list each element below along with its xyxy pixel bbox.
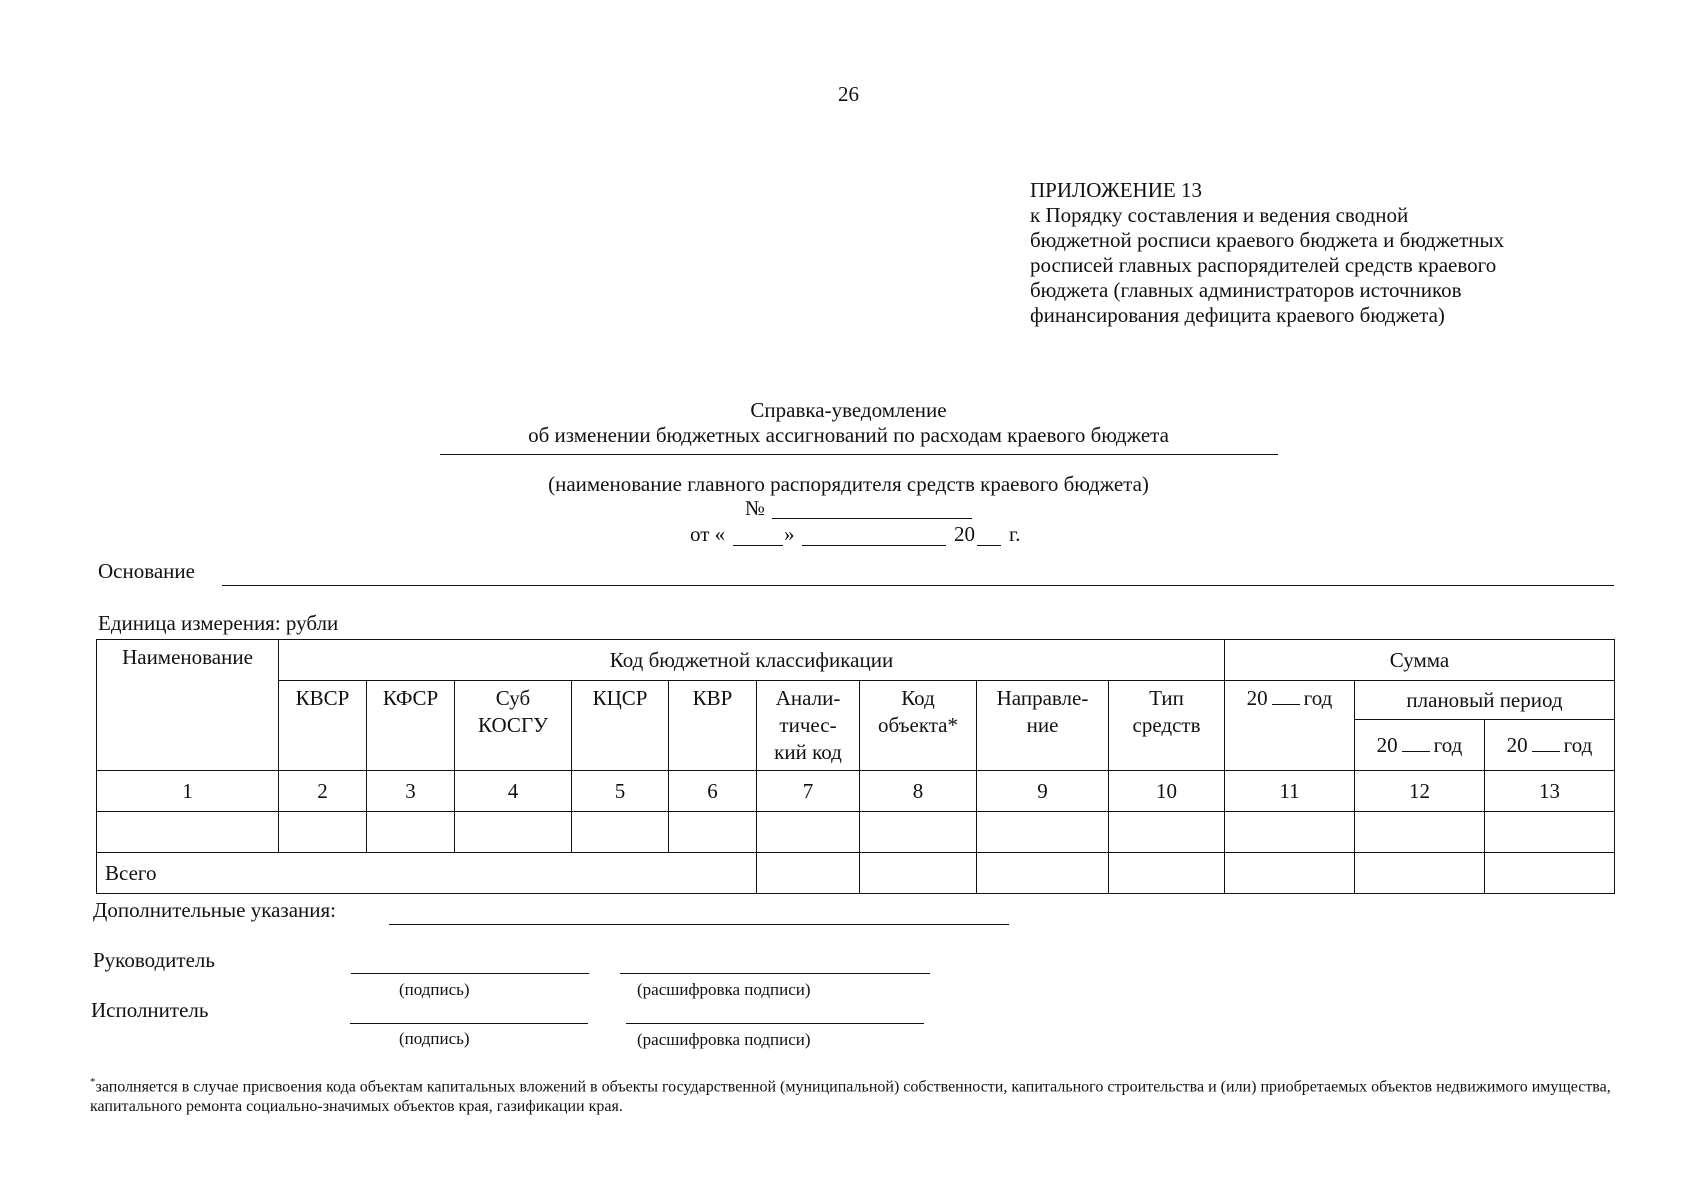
col-direction-label-1: Направле- (996, 686, 1089, 710)
appendix-line: росписей главных распорядителей средств краевого (1030, 253, 1497, 277)
empty-cell[interactable] (1225, 812, 1355, 853)
year-suffix: год (1303, 686, 1333, 710)
column-number: 8 (860, 771, 977, 812)
col-object-label-2: объекта* (877, 713, 959, 737)
header-code: Код бюджетной классификации (609, 647, 894, 672)
column-number-row (97, 771, 1615, 812)
col-direction-label-2: ние (1026, 713, 1059, 737)
year-prefix: 20 (1506, 732, 1528, 757)
col-kcsr-label: КЦСР (592, 686, 648, 710)
date-year-field[interactable] (977, 523, 1001, 546)
basis-field[interactable] (222, 563, 1614, 586)
column-number: 10 (1109, 771, 1225, 812)
empty-cell[interactable] (279, 812, 367, 853)
empty-cell[interactable] (1355, 812, 1485, 853)
appendix-block (1030, 178, 1630, 328)
col-year-plan1-header (1355, 720, 1485, 771)
col-year-plan2-header (1485, 720, 1615, 771)
total-label: Всего (105, 860, 157, 885)
total-cell[interactable] (757, 853, 860, 894)
number-field[interactable] (772, 498, 972, 519)
col-kfsr-header (367, 681, 455, 771)
additional-label: Дополнительные указания: (93, 898, 337, 922)
head-signature-line[interactable] (351, 951, 589, 974)
empty-cell[interactable] (97, 812, 279, 853)
executor-decode-caption: (расшифровка подписи) (637, 1030, 811, 1049)
empty-cell[interactable] (1485, 812, 1615, 853)
year-prefix: 20 (1376, 732, 1398, 757)
additional-field[interactable] (389, 902, 1009, 925)
header-name: Наименование (122, 645, 253, 669)
total-cell[interactable] (1225, 853, 1355, 894)
col-funds-type-header (1109, 681, 1225, 771)
total-cell[interactable] (977, 853, 1109, 894)
head-decode-line[interactable] (620, 951, 930, 974)
col-kfsr-label: КФСР (382, 686, 439, 710)
header-name-cell (97, 640, 279, 771)
appendix-line: бюджетной росписи краевого бюджета и бюджетных (1030, 228, 1505, 252)
column-number: 6 (669, 771, 757, 812)
col-analytic-label-3: кий код (774, 740, 842, 764)
col-kosgu-header (455, 681, 572, 771)
org-name-line[interactable] (440, 454, 1278, 455)
empty-cell[interactable] (572, 812, 669, 853)
appendix-line: к Порядку составления и ведения сводной (1030, 203, 1409, 227)
total-label-cell (97, 853, 757, 894)
year-plan2-blank[interactable] (1532, 733, 1560, 752)
date-day-field[interactable] (733, 523, 783, 546)
head-decode-caption: (расшифровка подписи) (637, 980, 811, 999)
appendix-line: бюджета (главных администраторов источников (1030, 278, 1462, 302)
column-number: 12 (1355, 771, 1485, 812)
header-sum-cell (1225, 640, 1615, 681)
footnote (90, 1072, 1620, 1117)
org-name-caption: (наименование главного распорядителя средств краевого бюджета) (548, 472, 1149, 496)
col-kvr-label: КВР (692, 686, 733, 710)
col-kvsr-header (279, 681, 367, 771)
table-row (97, 812, 1615, 853)
column-number: 1 (97, 771, 279, 812)
empty-cell[interactable] (367, 812, 455, 853)
executor-label: Исполнитель (91, 998, 209, 1022)
col-kvr-header (669, 681, 757, 771)
date-year-suffix: г. (1009, 522, 1021, 546)
column-number: 9 (977, 771, 1109, 812)
col-funds-type-label-2: средств (1132, 713, 1201, 737)
date-close-quote: » (784, 522, 795, 546)
column-number: 13 (1485, 771, 1615, 812)
year-current-label (1225, 685, 1354, 712)
year-suffix: год (1433, 732, 1463, 757)
footnote-text: заполняется в случае присвоения кода объектам капитальных вложений в объекты государственной (муниципальной) собственности, капитального строительства и (или) приобретаемых объектов недвижимого имущества, капитального ремонта социально-значимых объектов края, газификации края. (90, 1078, 1611, 1116)
empty-cell[interactable] (1109, 812, 1225, 853)
empty-cell[interactable] (669, 812, 757, 853)
unit-label: Единица измерения: рубли (98, 611, 339, 635)
col-object-header (860, 681, 977, 771)
header-sum: Сумма (1389, 647, 1450, 672)
empty-cell[interactable] (455, 812, 572, 853)
document-subtitle: об изменении бюджетных ассигнований по расходам краевого бюджета (528, 423, 1169, 447)
col-analytic-header (757, 681, 860, 771)
total-cell[interactable] (1355, 853, 1485, 894)
page-number: 26 (838, 82, 859, 106)
date-from-label: от « (690, 522, 726, 546)
empty-cell[interactable] (977, 812, 1109, 853)
column-number: 11 (1225, 771, 1355, 812)
executor-signature-line[interactable] (350, 1001, 588, 1024)
col-kcsr-header (572, 681, 669, 771)
column-number: 7 (757, 771, 860, 812)
column-number: 5 (572, 771, 669, 812)
col-kosgu-label-1: Суб (495, 686, 531, 710)
col-analytic-label-2: тичес- (779, 713, 837, 737)
plan-period-header (1355, 681, 1615, 720)
total-cell[interactable] (1485, 853, 1615, 894)
document-title: Справка-уведомление (750, 398, 947, 422)
col-kosgu-label-2: КОСГУ (478, 713, 548, 737)
col-funds-type-label-1: Тип (1149, 686, 1184, 710)
year-plan1-blank[interactable] (1402, 733, 1430, 752)
date-month-field[interactable] (802, 523, 946, 546)
col-kvsr-label: КВСР (295, 686, 350, 710)
year-suffix: год (1563, 732, 1593, 757)
col-object-label-1: Код (901, 686, 935, 710)
total-cell[interactable] (860, 853, 977, 894)
empty-cell[interactable] (757, 812, 860, 853)
total-cell[interactable] (1109, 853, 1225, 894)
executor-decode-line[interactable] (626, 1001, 924, 1024)
col-analytic-label-1: Анали- (775, 686, 841, 710)
head-sign-caption: (подпись) (399, 980, 470, 999)
appendix-title: ПРИЛОЖЕНИЕ 13 (1030, 178, 1202, 202)
col-direction-header (977, 681, 1109, 771)
empty-cell[interactable] (860, 812, 977, 853)
date-year-prefix: 20 (954, 522, 975, 546)
executor-sign-caption: (подпись) (399, 1029, 470, 1048)
head-label: Руководитель (93, 948, 215, 972)
total-row (97, 853, 1615, 894)
year-current-blank[interactable] (1272, 686, 1300, 705)
col-year-current-header (1225, 681, 1355, 771)
column-number: 2 (279, 771, 367, 812)
basis-label: Основание (98, 559, 195, 583)
budget-table (96, 639, 1615, 894)
header-code-cell (279, 640, 1225, 681)
appendix-line: финансирования дефицита краевого бюджета) (1030, 303, 1445, 327)
column-number: 4 (455, 771, 572, 812)
number-label: № (745, 496, 766, 520)
plan-period-label: плановый период (1406, 687, 1563, 712)
column-number: 3 (367, 771, 455, 812)
footnote-star: * (90, 1076, 96, 1088)
year-prefix: 20 (1246, 686, 1268, 710)
